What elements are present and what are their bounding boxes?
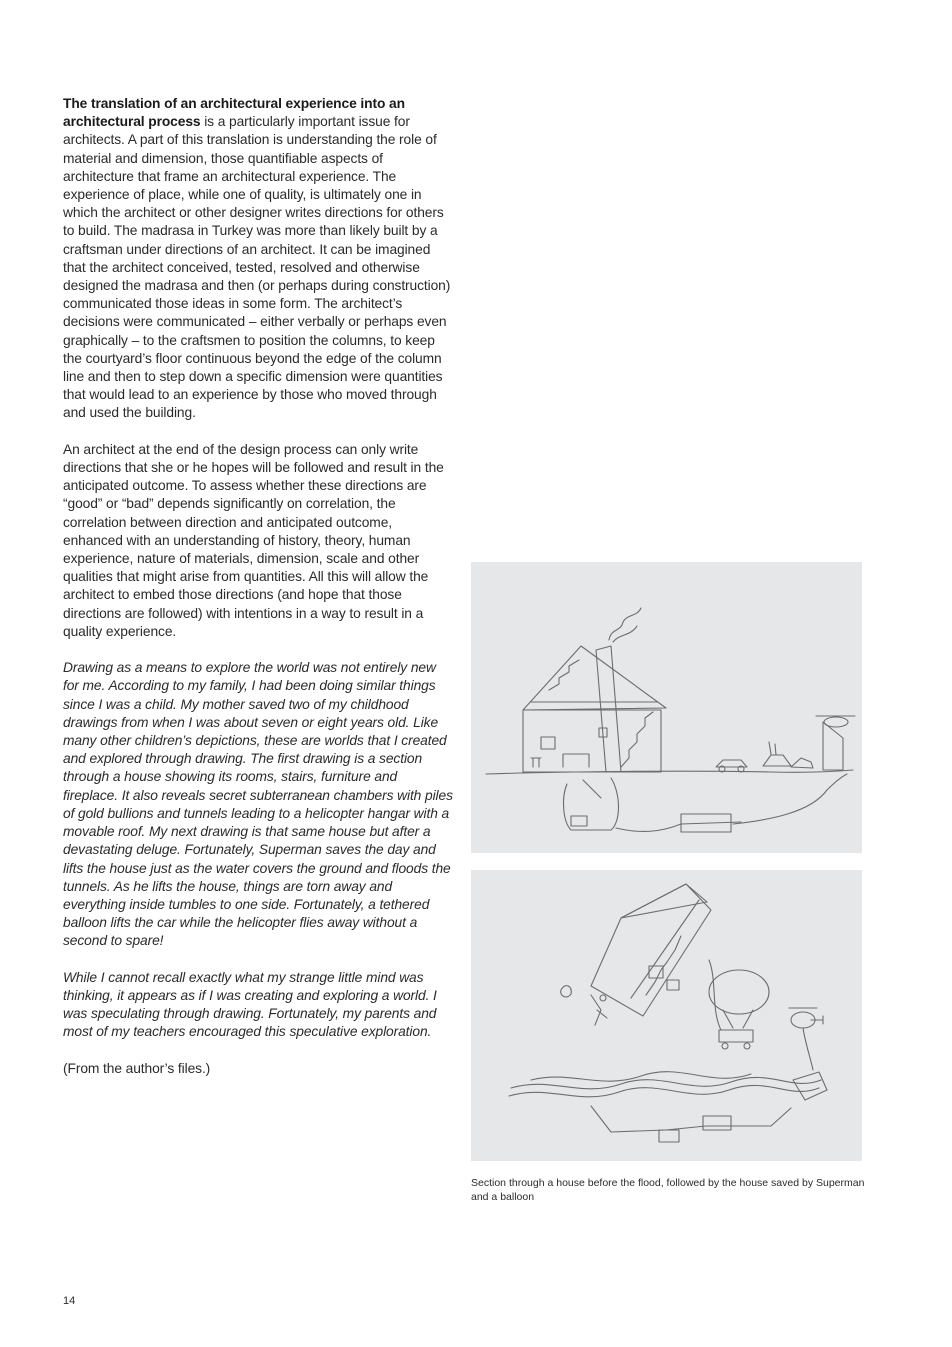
childhood-drawing-house-saved xyxy=(471,870,862,1161)
body-text-column xyxy=(63,95,455,1096)
paragraph-4-italic: While I cannot recall exactly what my strange little mind was thinking, it appears as if I was creating and exploring a world. I was speculating through drawing. Fortunately, my parents and most of my teachers encouraged this speculative exploration. xyxy=(63,969,437,1040)
house-section-sketch xyxy=(471,562,862,853)
childhood-drawing-house-section xyxy=(471,562,862,853)
paragraph-1-text: is a particularly important issue for architects. A part of this translation is understanding the role of material and dimension, those quantifiable aspects of architecture that frame an architectural experience. The experience of place, while one of quality, is ultimately one in which the architect or other designer writes directions for others to build. The madrasa in Turkey was more than likely built by a craftsman under directions of an architect. It can be imagined that the architect conceived, tested, resolved and otherwise designed the madrasa and then (or perhaps during construction) communicated those ideas in some form. The architect’s decisions were communicated – either verbally or perhaps even graphically – to the craftsmen to position the columns, to keep the courtyard’s floor continuous beyond the edge of the column line and then to step down a specific dimension were quantities that would lead to an experience by those who moved through and used the building. xyxy=(63,114,451,421)
figure-caption: Section through a house before the flood, followed by the house saved by Superman and a balloon xyxy=(471,1177,865,1203)
paragraph-1 xyxy=(63,95,455,423)
paragraph-5-source-note: (From the author’s files.) xyxy=(63,1060,211,1076)
paragraph-1-lead-bold: The translation of an architectural experience into an architectural process xyxy=(63,96,405,130)
paragraph-3-italic: Drawing as a means to explore the world was not entirely new for me. According to my family, I had been doing similar things since I was a child. My mother saved two of my childhood drawings from when I was about seven or eight years old. Like many other children’s depictions, these are worlds that I created and explored through drawing. The first drawing is a section through a house showing its rooms, stairs, furniture and fireplace. It also reveals secret subterranean chambers with piles of gold bullions and tunnels leading to a helicopter hangar with a movable roof. My next drawing is that same house but after a devastating deluge. Fortunately, Superman saves the day and lifts the house just as the water covers the ground and floods the tunnels. As he lifts the house, things are torn away and everything inside tumbles to one side. Fortunately, a tethered balloon lifts the car while the helicopter flies away without a second to spare! xyxy=(63,660,453,949)
paragraph-2: An architect at the end of the design process can only write directions that she or he hopes will be followed and result in the anticipated outcome. To assess whether these directions are “good” or “bad” depends significantly on correlation, the correlation between direction and anticipated outcome, enhanced with an understanding of history, theory, human experience, nature of materials, dimension, scale and other qualities that might arise from quantities. All this will allow the architect to embed those directions (and hope that those directions are followed) with intentions in a way to result in a quality experience. xyxy=(63,441,444,639)
house-saved-sketch xyxy=(471,870,862,1161)
page-number: 14 xyxy=(63,1295,76,1307)
